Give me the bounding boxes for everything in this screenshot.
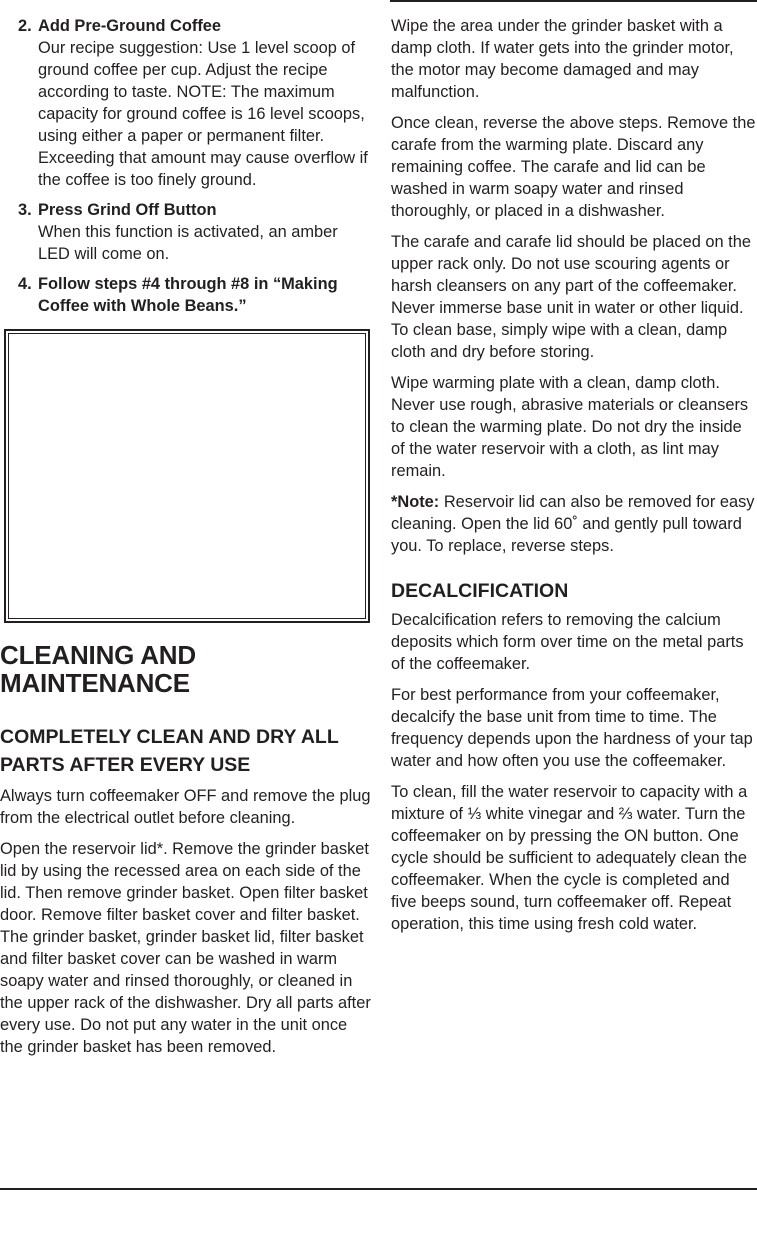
decalcification-heading: DECALCIFICATION xyxy=(391,580,569,602)
step-item xyxy=(18,15,372,191)
section-heading: CLEANING AND MAINTENANCE xyxy=(0,640,196,698)
steps-list xyxy=(0,15,372,317)
paragraph: Open the reservoir lid*. Remove the grinder basket lid by using the recessed area on each side of the lid. Then remove grinder basket. Open filter basket door. Remove filter basket cover and filter basket. The grinder basket, grinder basket lid, filter basket and filter basket cover can be washed in warm soapy water and rinsed thoroughly, or cleaned in the upper rack of the dishwasher. Dry all parts after every use. Do not put any water in the unit once the grinder basket has been removed. xyxy=(0,840,371,1056)
paragraph: Once clean, reverse the above steps. Remove the carafe from the warming plate. Discard any remaining coffee. The carafe and lid can be washed in warm soapy water and rinsed thoroughly, or placed in a dishwasher. xyxy=(391,114,756,220)
left-column xyxy=(0,15,372,1067)
step-title: Add Pre-Ground Coffee xyxy=(38,17,222,35)
paragraph: Always turn coffeemaker OFF and remove the plug from the electrical outlet before cleaning. xyxy=(0,787,371,827)
paragraph: Wipe the area under the grinder basket with a damp cloth. If water gets into the grinder motor, the motor may become damaged and may malfunction. xyxy=(391,17,734,101)
step-number: 3. xyxy=(18,201,32,219)
note-label: *Note: xyxy=(391,493,440,511)
step-number: 2. xyxy=(18,17,32,35)
right-column xyxy=(391,15,757,944)
bottom-divider xyxy=(0,1188,757,1190)
paragraph: To clean, fill the water reservoir to capacity with a mixture of ⅓ white vinegar and ⅔ water. Turn the coffeemaker on by pressing the ON button. One cycle should be sufficient to adequately clean the coffeemaker. When the cycle is completed and five beeps sound, turn coffeemaker off. Repeat operation, this time using fresh cold water. xyxy=(391,783,748,933)
step-title: Follow steps #4 through #8 in “Making Coffee with Whole Beans.” xyxy=(38,275,338,315)
paragraph: The carafe and carafe lid should be placed on the upper rack only. Do not use scouring agents or harsh cleansers on any part of the coffeemaker. Never immerse base unit in water or other liquid. To clean base, simply wipe with a clean, damp cloth and dry before storing. xyxy=(391,233,751,361)
illustration-placeholder xyxy=(4,329,370,623)
paragraph: Decalcification refers to removing the calcium deposits which form over time on the metal parts of the coffeemaker. xyxy=(391,611,744,673)
paragraph: For best performance from your coffeemaker, decalcify the base unit from time to time. The frequency depends upon the hardness of your tap water and how often you use the coffeemaker. xyxy=(391,686,753,770)
top-divider xyxy=(390,0,757,2)
step-title: Press Grind Off Button xyxy=(38,201,217,219)
paragraph: Wipe warming plate with a clean, damp cloth. Never use rough, abrasive materials or cleansers to clean the warming plate. Do not dry the inside of the water reservoir with a cloth, as lint may remain. xyxy=(391,374,749,480)
step-number: 4. xyxy=(18,275,32,293)
note-text: Reservoir lid can also be removed for easy cleaning. Open the lid 60˚ and gently pull toward you. To replace, reverse steps. xyxy=(391,493,755,555)
step-item xyxy=(18,273,372,317)
step-text: When this function is activated, an amber LED will come on. xyxy=(38,223,338,263)
step-text: Our recipe suggestion: Use 1 level scoop of ground coffee per cup. Adjust the recipe according to taste. NOTE: The maximum capacity for ground coffee is 16 level scoops, using either a paper or permanent filter. Exceeding that amount may cause overflow if the coffee is too finely ground. xyxy=(38,39,368,189)
step-item xyxy=(18,199,372,265)
cleaning-subheading: COMPLETELY CLEAN AND DRY ALL PARTS AFTER EVERY USE xyxy=(0,726,339,776)
note-paragraph xyxy=(391,491,757,557)
